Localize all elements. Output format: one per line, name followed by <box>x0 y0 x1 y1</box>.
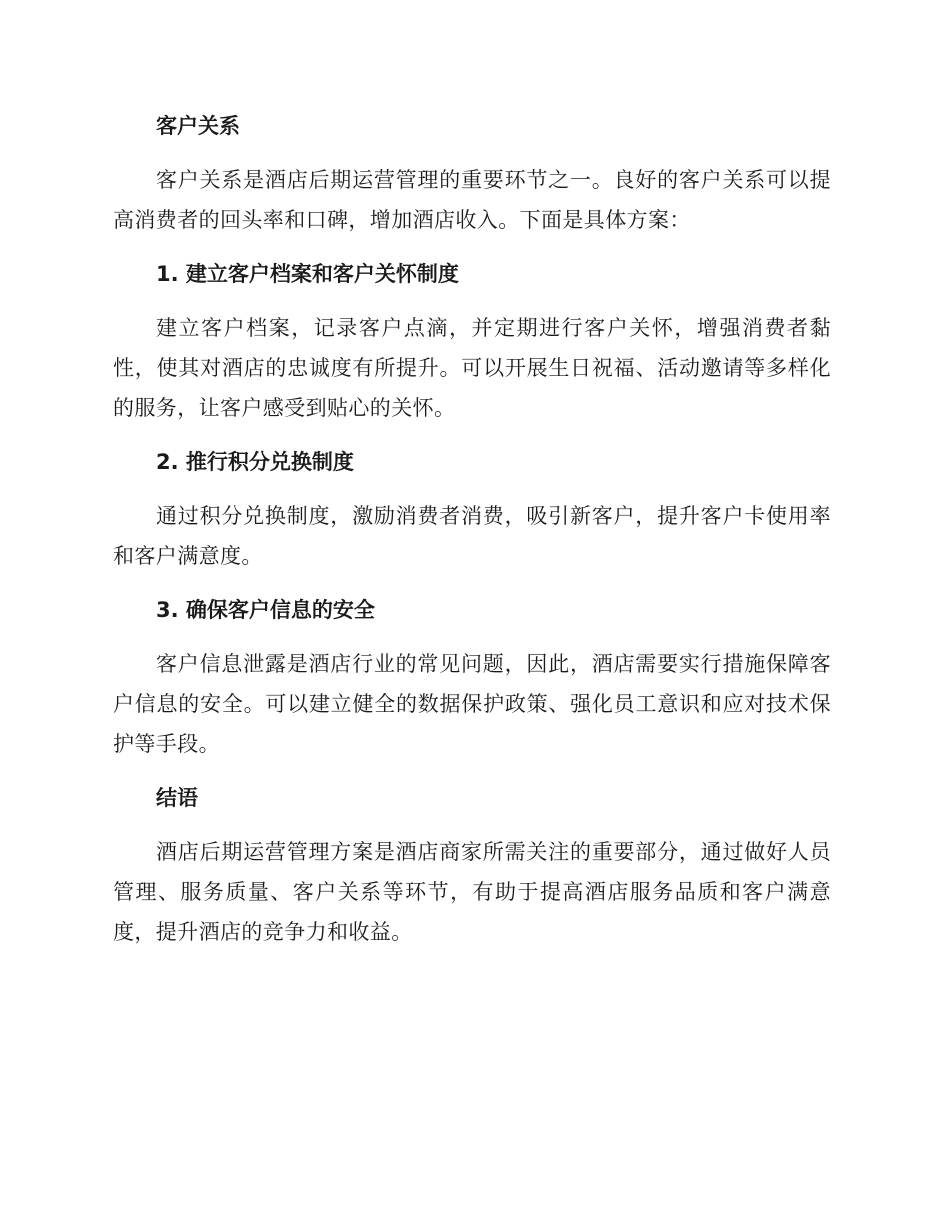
section-paragraph-customer-archive: 建立客户档案，记录客户点滴，并定期进行客户关怀，增强消费者黏性，使其对酒店的忠诚度有所提升。可以开展生日祝福、活动邀请等多样化的服务，让客户感受到贴心的关怀。 <box>113 316 831 420</box>
document-body <box>113 106 831 952</box>
section-heading-customer-archive: 1. 建立客户档案和客户关怀制度 <box>156 262 459 286</box>
section-heading-info-security: 3. 确保客户信息的安全 <box>156 598 375 622</box>
section-heading-points-exchange: 2. 推行积分兑换制度 <box>156 450 354 474</box>
section-paragraph-info-security: 客户信息泄露是酒店行业的常见问题，因此，酒店需要实行措施保障客户信息的安全。可以建立健全的数据保护政策、强化员工意识和应对技术保护等手段。 <box>113 652 831 756</box>
section-paragraph-conclusion: 酒店后期运营管理方案是酒店商家所需关注的重要部分，通过做好人员管理、服务质量、客户关系等环节，有助于提高酒店服务品质和客户满意度，提升酒店的竞争力和收益。 <box>113 840 831 944</box>
section-paragraph-customer-relations: 客户关系是酒店后期运营管理的重要环节之一。良好的客户关系可以提高消费者的回头率和口碑，增加酒店收入。下面是具体方案： <box>113 168 831 232</box>
section-paragraph-points-exchange: 通过积分兑换制度，激励消费者消费，吸引新客户，提升客户卡使用率和客户满意度。 <box>113 504 831 568</box>
section-heading-customer-relations: 客户关系 <box>156 114 240 138</box>
section-heading-conclusion: 结语 <box>156 786 198 810</box>
